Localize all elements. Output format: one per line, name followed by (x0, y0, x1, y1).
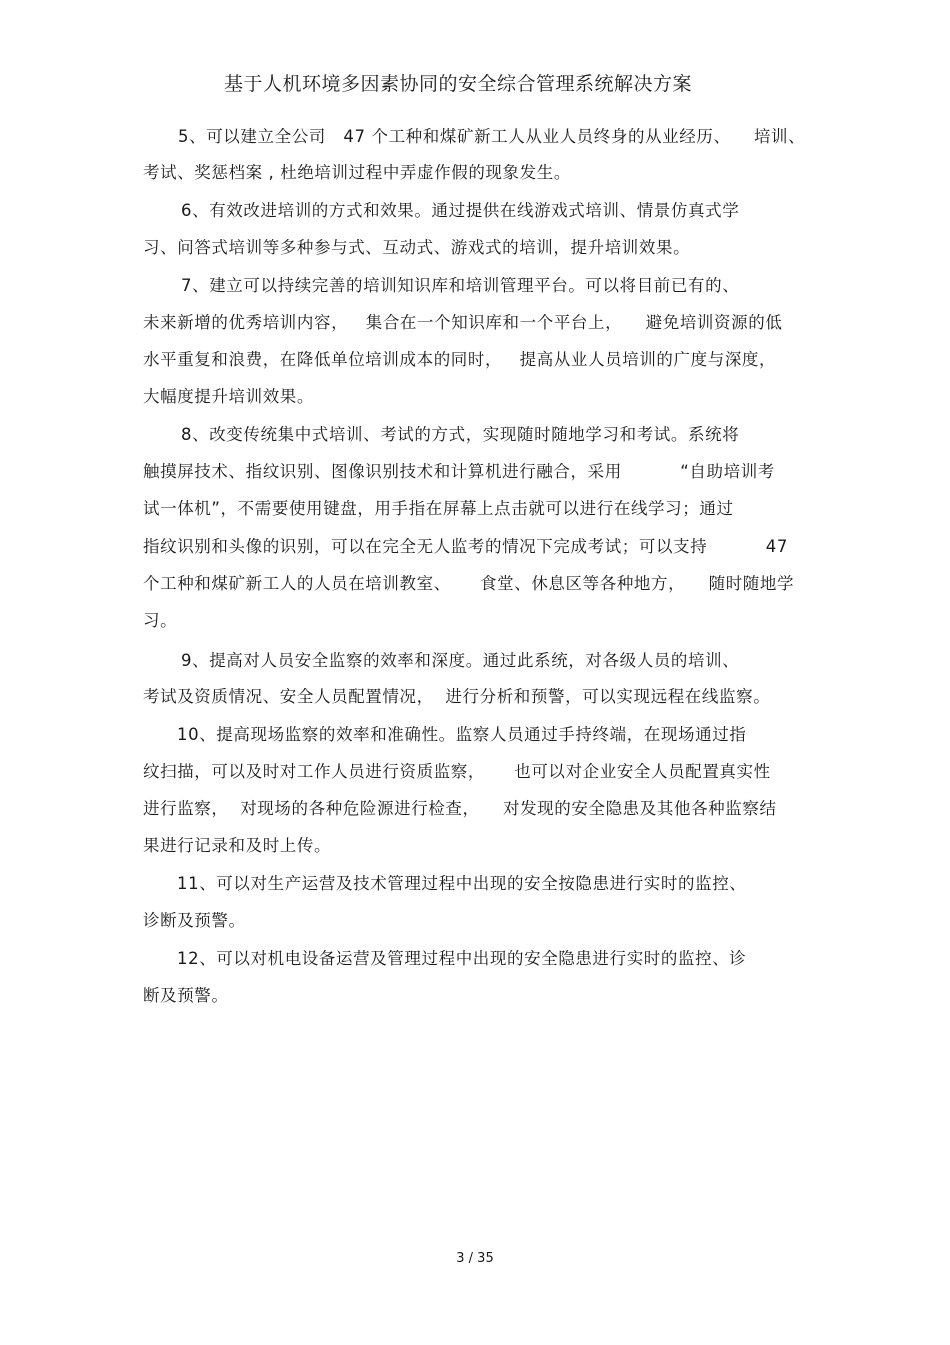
paragraph-8-line-6: 习。 (143, 611, 178, 630)
paragraph-8-line-1: 8、改变传统集中式培训、考试的方式，实现随时随地学习和考试。系统将 (181, 425, 740, 444)
paragraph-8-line-2: 触摸屏技术、指纹识别、图像识别技术和计算机进行融合，采用 “自助培训考 (143, 462, 775, 481)
paragraph-8-line-3: 试一体机”，不需要使用键盘，用手指在屏幕上点击就可以进行在线学习；通过 (143, 499, 734, 518)
paragraph-7-line-2: 未来新增的优秀培训内容， 集合在一个知识库和一个平台上， 避免培训资源的低 (143, 313, 783, 332)
paragraph-11-line-2: 诊断及预警。 (143, 911, 246, 930)
paragraph-9-line-2: 考试及资质情况、安全人员配置情况， 进行分析和预警，可以实现远程在线监察。 (143, 687, 771, 706)
paragraph-8-line-5: 个工种和煤矿新工人的人员在培训教室、 食堂、休息区等各种地方， 随时随地学 (143, 574, 795, 593)
paragraph-10-line-4: 果进行记录和及时上传。 (143, 836, 332, 855)
paragraph-6-line-2: 习、问答式培训等多种参与式、互动式、游戏式的培训，提升培训效果。 (143, 238, 691, 257)
paragraph-7-line-4: 大幅度提升培训效果。 (143, 387, 314, 406)
paragraph-10-line-2: 纹扫描，可以及时对工作人员进行资质监察， 也可以对企业安全人员配置真实性 (143, 762, 771, 781)
paragraph-6-line-1: 6、有效改进培训的方式和效果。通过提供在线游戏式培训、情景仿真式学 (181, 201, 740, 220)
paragraph-7-line-3: 水平重复和浪费，在降低单位培训成本的同时， 提高从业人员培训的广度与深度， (143, 350, 777, 369)
paragraph-12-line-2: 断及预警。 (143, 986, 229, 1005)
paragraph-9-line-1: 9、提高对人员安全监察的效率和深度。通过此系统，对各级人员的培训、 (181, 651, 740, 670)
paragraph-11-line-1: 11、可以对生产运营及技术管理过程中出现的安全按隐患进行实时的监控、 (177, 874, 747, 893)
paragraph-5-line-1: 5、可以建立全公司 47 个工种和煤矿新工人从业人员终身的从业经历、 培训、 (178, 127, 806, 146)
paragraph-12-line-1: 12、可以对机电设备运营及管理过程中出现的安全隐患进行实时的监控、诊 (177, 949, 747, 968)
page-number: 3 / 35 (456, 1251, 494, 1266)
page-header: 基于人机环境多因素协同的安全综合管理系统解决方案 (223, 73, 692, 95)
paragraph-7-line-1: 7、建立可以持续完善的培训知识库和培训管理平台。可以将目前已有的、 (181, 276, 740, 295)
paragraph-8-line-4: 指纹识别和头像的识别，可以在完全无人监考的情况下完成考试；可以支持 47 (143, 537, 788, 556)
paragraph-10-line-1: 10、提高现场监察的效率和准确性。监察人员通过手持终端，在现场通过指 (177, 725, 747, 744)
paragraph-5-line-2: 考试、奖惩档案 , 杜绝培训过程中弄虚作假的现象发生。 (143, 163, 571, 182)
paragraph-10-line-3: 进行监察， 对现场的各种危险源进行检查， 对发现的安全隐患及其他各种监察结 (143, 799, 777, 818)
